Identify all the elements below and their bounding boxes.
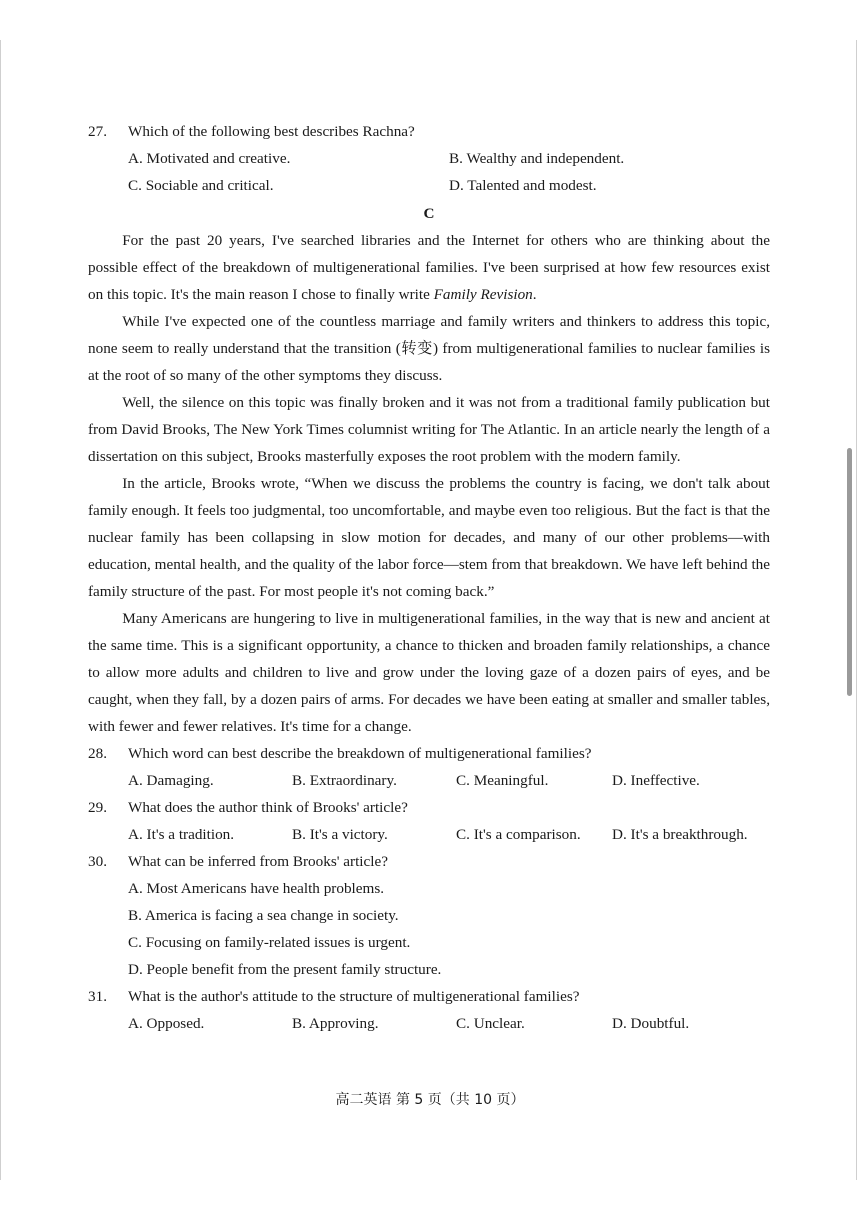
- exam-page: [88, 118, 770, 1037]
- option-d: D. It's a breakthrough.: [612, 826, 748, 843]
- passage-paragraph-4: In the article, Brooks wrote, “When we discuss the problems the country is facing, we don't talk about family enough. It feels too judgmental, too uncomfortable, and maybe even too religious. But the fact is that the nuclear family has been collapsing in slow motion for decades, and many of our other problems—with education, mental health, and the quality of the labor force—stem from that breakdown. We have left behind the family structure of the past. For most people it's not coming back.”: [88, 475, 770, 600]
- option-b: B. Approving.: [292, 1015, 379, 1032]
- option-c: C. Meaningful.: [456, 772, 549, 789]
- option-a: A. Opposed.: [128, 1015, 205, 1032]
- option-c: C. Focusing on family-related issues is urgent.: [128, 934, 411, 951]
- passage-paragraph-1: For the past 20 years, I've searched libraries and the Internet for others who are thinking about the possible effect of the breakdown of multigenerational families. I've been surprised at how few resources exist on this topic. It's the main reason I chose to finally write Family Revision.: [88, 232, 770, 303]
- option-b: B. America is facing a sea change in society.: [128, 907, 399, 924]
- option-c: C. It's a comparison.: [456, 826, 581, 843]
- question-number: 30.: [88, 853, 107, 870]
- option-a: A. Damaging.: [128, 772, 214, 789]
- question-text: Which word can best describe the breakdown of multigenerational families?: [128, 745, 592, 762]
- question-text: Which of the following best describes Rachna?: [128, 123, 415, 140]
- question-30-options: [88, 875, 770, 983]
- option-d: D. Doubtful.: [612, 1015, 690, 1032]
- book-title: Family Revision: [433, 286, 533, 303]
- page-footer: 高二英语 第 5 页（共 10 页）: [335, 1092, 525, 1108]
- question-27-options-row-2: [88, 172, 770, 199]
- page-edge-left: [0, 40, 1, 1180]
- question-text: What does the author think of Brooks' article?: [128, 799, 408, 816]
- option-c: C. Unclear.: [456, 1015, 525, 1032]
- question-31-options: [88, 1010, 770, 1037]
- page-edge-right: [856, 40, 857, 1180]
- question-27-options-row-1: [88, 145, 770, 172]
- question-31: [88, 983, 770, 1010]
- question-29-options: [88, 821, 770, 848]
- option-c: C. Sociable and critical.: [128, 177, 274, 194]
- option-a: A. It's a tradition.: [128, 826, 235, 843]
- section-heading: C: [423, 205, 435, 222]
- question-number: 31.: [88, 988, 107, 1005]
- option-a: A. Motivated and creative.: [128, 150, 291, 167]
- option-b: B. Wealthy and independent.: [449, 150, 625, 167]
- option-b: B. Extraordinary.: [292, 772, 397, 789]
- passage-paragraph-5: Many Americans are hungering to live in multigenerational families, in the way that is new and ancient at the same time. This is a significant opportunity, a chance to thicken and broaden family relationships, a chance to allow more adults and children to live and grow under the loving gaze of a dozen pairs of eyes, and be caught, when they fall, by a dozen pairs of arms. For decades we have been eating at smaller and smaller tables, with fewer and fewer relatives. It's time for a change.: [88, 610, 770, 735]
- question-29: [88, 794, 770, 821]
- question-30: [88, 848, 770, 875]
- option-d: D. Talented and modest.: [449, 177, 597, 194]
- question-number: 29.: [88, 799, 107, 816]
- question-number: 28.: [88, 745, 107, 762]
- question-28-options: [88, 767, 770, 794]
- question-number: 27.: [88, 123, 107, 140]
- option-d: D. People benefit from the present family structure.: [128, 961, 442, 978]
- question-28: [88, 740, 770, 767]
- passage-paragraph-3: Well, the silence on this topic was finally broken and it was not from a traditional family publication but from David Brooks, The New York Times columnist writing for The Atlantic. In an article nearly the length of a dissertation on this subject, Brooks masterfully exposes the root problem with the modern family.: [88, 394, 770, 465]
- passage-paragraph-2: While I've expected one of the countless marriage and family writers and thinkers to address this topic, none seem to really understand that the transition (转变) from multigenerational families to nuclear families is at the root of so many of the other symptoms they discuss.: [88, 313, 770, 384]
- question-text: What is the author's attitude to the structure of multigenerational families?: [128, 988, 580, 1005]
- scrollbar-thumb[interactable]: [847, 448, 852, 696]
- option-a: A. Most Americans have health problems.: [128, 880, 385, 897]
- question-27: [88, 118, 770, 145]
- option-b: B. It's a victory.: [292, 826, 388, 843]
- option-d: D. Ineffective.: [612, 772, 700, 789]
- question-text: What can be inferred from Brooks' article?: [128, 853, 388, 870]
